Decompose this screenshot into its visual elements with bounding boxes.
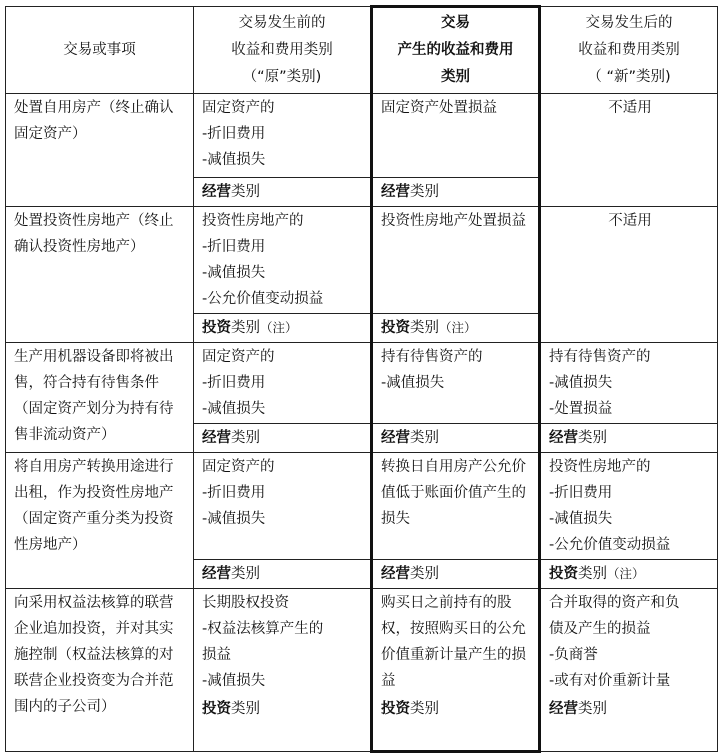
- category-cell: [194, 314, 372, 343]
- list-item: 固定资产的: [202, 459, 275, 475]
- header-during-line: 交易: [441, 15, 470, 31]
- category-note: （注）: [260, 320, 298, 335]
- not-applicable-text: 不适用: [608, 100, 652, 116]
- row-before: [194, 343, 372, 424]
- list-item: -减值损失: [202, 152, 266, 168]
- row-after: [540, 343, 718, 424]
- list-item: -减值损失: [202, 265, 266, 281]
- header-after: [540, 7, 718, 94]
- row-item-text: 向采用权益法核算的联营企业追加投资，并对其实施控制（权益法核算的对联营企业投资变为合并范围内的子公司）: [14, 595, 174, 715]
- list-item: -折旧费用: [202, 239, 266, 255]
- header-before-line: （“原”类别): [242, 68, 322, 85]
- row-after: [540, 207, 718, 343]
- category-bold: 经营: [381, 566, 410, 582]
- category-bold: 经营: [549, 430, 578, 446]
- category-text: 类别: [410, 566, 439, 582]
- row-during: [372, 207, 540, 314]
- list-item: 债及产生的损益: [549, 621, 651, 637]
- header-row: [6, 7, 718, 94]
- list-item: 投资性房地产的: [549, 459, 651, 475]
- row-after: [540, 94, 718, 207]
- table-row: [6, 207, 718, 314]
- table-row: [6, 94, 718, 178]
- category-text: 类别: [578, 701, 607, 717]
- list-item: -公允价值变动损益: [202, 291, 324, 307]
- list-item: -公允价值变动损益: [549, 537, 671, 553]
- category-cell: [372, 178, 540, 207]
- category-cell: [372, 695, 540, 751]
- header-after-line: 交易发生后的: [585, 14, 673, 31]
- list-item: 合并取得的资产和负: [549, 595, 680, 611]
- row-before: [194, 207, 372, 314]
- category-text: 类别: [231, 430, 260, 446]
- category-note: （注）: [607, 566, 645, 581]
- category-text: 类别: [410, 701, 439, 717]
- row-item-text: 生产用机器设备即将被出售，符合持有待售条件（固定资产划分为持有待售非流动资产）: [14, 349, 174, 443]
- category-bold: 经营: [202, 566, 231, 582]
- row-item: [6, 94, 194, 207]
- header-during: [372, 7, 540, 94]
- header-during-line: 类别: [441, 69, 470, 85]
- category-cell: [194, 178, 372, 207]
- category-bold: 投资: [381, 320, 410, 336]
- list-item: -权益法核算产生的: [202, 621, 324, 637]
- row-before: [194, 94, 372, 178]
- category-bold: 经营: [381, 184, 410, 200]
- list-item: 固定资产处置损益: [381, 100, 497, 116]
- header-before-line: 交易发生前的: [238, 14, 326, 31]
- category-text: 类别: [231, 184, 260, 200]
- header-after-line: 收益和费用类别: [578, 41, 680, 58]
- category-cell: [372, 424, 540, 453]
- category-text: 类别: [410, 320, 439, 336]
- row-item: [6, 453, 194, 589]
- list-item: -负商誉: [549, 647, 598, 663]
- category-text: 类别: [231, 566, 260, 582]
- list-item: 长期股权投资: [202, 595, 289, 611]
- list-item: 转换日自用房产公允价值低于账面价值产生的损失: [381, 459, 526, 527]
- row-before: [194, 589, 372, 696]
- category-cell: [540, 560, 718, 589]
- row-item: [6, 343, 194, 453]
- classification-table: [5, 5, 718, 753]
- row-before: [194, 453, 372, 560]
- list-item: 固定资产的: [202, 100, 275, 116]
- list-item: -或有对价重新计量: [549, 673, 671, 689]
- list-item: -减值损失: [549, 511, 613, 527]
- list-item: -减值损失: [202, 401, 266, 417]
- list-item: -折旧费用: [549, 485, 613, 501]
- category-cell: [372, 560, 540, 589]
- category-bold: 投资: [202, 320, 231, 336]
- category-text: 类别: [231, 701, 260, 717]
- row-during: [372, 343, 540, 424]
- row-item: [6, 589, 194, 752]
- list-item: -折旧费用: [202, 126, 266, 142]
- list-item: 投资性房地产的: [202, 213, 304, 229]
- category-text: 类别: [410, 430, 439, 446]
- list-item: 损益: [202, 647, 231, 663]
- row-after: [540, 589, 718, 696]
- table-row: [6, 589, 718, 696]
- category-text: 类别: [410, 184, 439, 200]
- row-item-text: 将自用房产转换用途进行出租，作为投资性房地产（固定资产重分类为投资性房地产）: [14, 459, 174, 553]
- category-bold: 经营: [202, 430, 231, 446]
- not-applicable-text: 不适用: [608, 213, 652, 229]
- header-after-line: （ “新”类别): [587, 68, 671, 85]
- category-bold: 经营: [381, 430, 410, 446]
- category-cell: [194, 424, 372, 453]
- table-row: [6, 453, 718, 560]
- row-during: [372, 589, 540, 696]
- category-bold: 投资: [381, 701, 410, 717]
- list-item: 购买日之前持有的股权，按照购买日的公允价值重新计量产生的损益: [381, 595, 526, 689]
- list-item: -折旧费用: [202, 375, 266, 391]
- category-bold: 经营: [202, 184, 231, 200]
- category-text: 类别: [578, 430, 607, 446]
- header-before: [194, 7, 372, 94]
- header-item-text: 交易或事项: [63, 41, 136, 58]
- row-during: [372, 453, 540, 560]
- category-cell: [194, 560, 372, 589]
- category-bold: 经营: [549, 701, 578, 717]
- list-item: 持有待售资产的: [381, 349, 483, 365]
- category-text: 类别: [231, 320, 260, 336]
- header-item: [6, 7, 194, 94]
- list-item: -减值损失: [202, 511, 266, 527]
- category-cell: [372, 314, 540, 343]
- list-item: 投资性房地产处置损益: [381, 213, 526, 229]
- row-item: [6, 207, 194, 343]
- category-bold: 投资: [202, 701, 231, 717]
- header-during-line: 产生的收益和费用: [397, 42, 514, 58]
- list-item: 固定资产的: [202, 349, 275, 365]
- category-cell: [540, 695, 718, 751]
- list-item: -减值损失: [381, 375, 445, 391]
- list-item: -减值损失: [549, 375, 613, 391]
- list-item: -折旧费用: [202, 485, 266, 501]
- list-item: -处置损益: [549, 401, 613, 417]
- row-after: [540, 453, 718, 560]
- category-cell: [194, 695, 372, 751]
- header-before-line: 收益和费用类别: [231, 41, 333, 58]
- category-note: （注）: [439, 320, 477, 335]
- list-item: -减值损失: [202, 673, 266, 689]
- row-item-text: 处置投资性房地产（终止确认投资性房地产）: [14, 213, 174, 255]
- category-text: 类别: [578, 566, 607, 582]
- row-item-text: 处置自用房产（终止确认固定资产）: [14, 100, 174, 142]
- table-row: [6, 343, 718, 424]
- category-bold: 投资: [549, 566, 578, 582]
- row-during: [372, 94, 540, 178]
- category-cell: [540, 424, 718, 453]
- list-item: 持有待售资产的: [549, 349, 651, 365]
